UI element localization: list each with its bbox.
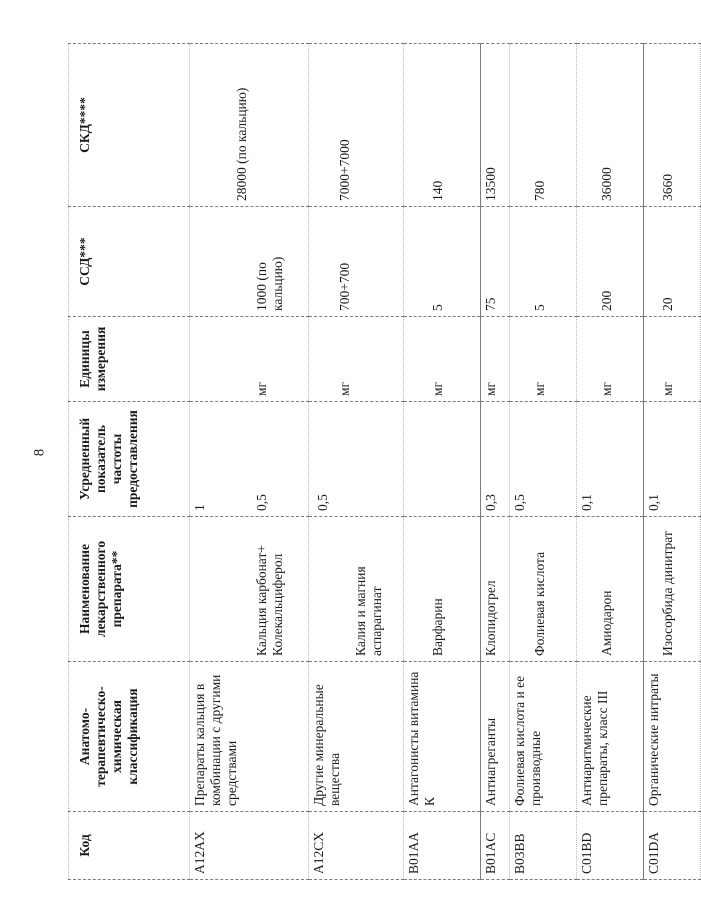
cell-frequency: 0,1: [577, 402, 644, 517]
cell-frequency: [404, 402, 481, 517]
cell-skd: 28000 (по кальцию): [190, 44, 309, 207]
cell-code: B01AC: [481, 812, 510, 880]
cell-skd: 7000+7000: [309, 44, 404, 207]
cell-ssd: 1000 (по кальцию): [190, 207, 309, 317]
cell-skd: 3660: [644, 44, 701, 207]
cell-drug: Фолиевая кислота: [510, 517, 577, 662]
cell-skd: 36000: [577, 44, 644, 207]
cell-ssd: 700+700: [309, 207, 404, 317]
table-row: [577, 44, 644, 880]
page-number: 8: [31, 448, 48, 457]
cell-drug: Амиодарон: [577, 517, 644, 662]
cell-atc: Антиаритмические препараты, класс III: [577, 662, 644, 812]
cell-ssd: 5: [510, 207, 577, 317]
cell-frequency: 0,3: [481, 402, 510, 517]
cell-drug: Калия и магния аспарагинат: [309, 517, 404, 662]
table-row: [404, 44, 481, 880]
cell-skd: 13500: [481, 44, 510, 207]
cell-frequency: 0,5: [309, 402, 404, 517]
cell-atc: Препараты кальция в комбинации с другими средствами: [190, 662, 309, 812]
cell-ssd: 20: [644, 207, 701, 317]
table-row: [644, 44, 701, 880]
table-row: [510, 44, 577, 880]
cell-unit: мг: [644, 317, 701, 402]
cell-skd: 140: [404, 44, 481, 207]
cell-unit: мг: [577, 317, 644, 402]
cell-atc: Органические нитраты: [644, 662, 701, 812]
cell-unit: мг: [481, 317, 510, 402]
cell-skd: 780: [510, 44, 577, 207]
header-atc: Анатомо-терапевтическо-химическая классификация: [69, 662, 190, 812]
cell-atc: Фолиевая кислота и ее производные: [510, 662, 577, 812]
group-frequency: 1: [192, 504, 207, 511]
cell-unit: мг: [404, 317, 481, 402]
table-row: [481, 44, 510, 880]
cell-code: A12AX: [190, 812, 309, 880]
cell-code: A12CX: [309, 812, 404, 880]
drug-name: Кальция карбонат+ Колекальциферол: [254, 545, 285, 656]
header-skd: СКД****: [69, 44, 190, 207]
cell-frequency: [190, 402, 309, 517]
rotated-page: [68, 20, 675, 880]
drug-frequency: 0,5: [253, 494, 269, 511]
cell-unit: мг: [510, 317, 577, 402]
cell-drug: Варфарин: [404, 517, 481, 662]
cell-frequency: 0,1: [644, 402, 701, 517]
cell-ssd: 75: [481, 207, 510, 317]
cell-ssd: 200: [577, 207, 644, 317]
table-row: [190, 44, 309, 880]
cell-code: B03BB: [510, 812, 577, 880]
cell-code: B01AA: [404, 812, 481, 880]
drug-table: [68, 43, 701, 880]
cell-code: C01DA: [644, 812, 701, 880]
cell-code: C01BD: [577, 812, 644, 880]
cell-atc: Антагонисты витамина К: [404, 662, 481, 812]
cell-frequency: 0,5: [510, 402, 577, 517]
header-code: Код: [69, 812, 190, 880]
cell-drug: Изосорбида динитрат: [644, 517, 701, 662]
cell-atc: Другие минеральные вещества: [309, 662, 404, 812]
cell-unit: мг: [190, 317, 309, 402]
header-frequency: Усредненный показатель частоты предоставления: [69, 402, 190, 517]
cell-ssd: 5: [404, 207, 481, 317]
table-header-row: [69, 44, 190, 880]
table-row: [309, 44, 404, 880]
cell-atc: Антиагреганты: [481, 662, 510, 812]
header-drug: Наименование лекарственного препарата**: [69, 517, 190, 662]
header-ssd: ССД***: [69, 207, 190, 317]
cell-unit: мг: [309, 317, 404, 402]
header-unit: Единицы измерения: [69, 317, 190, 402]
cell-drug: Клопидогрел: [481, 517, 510, 662]
cell-drug: [190, 517, 309, 662]
